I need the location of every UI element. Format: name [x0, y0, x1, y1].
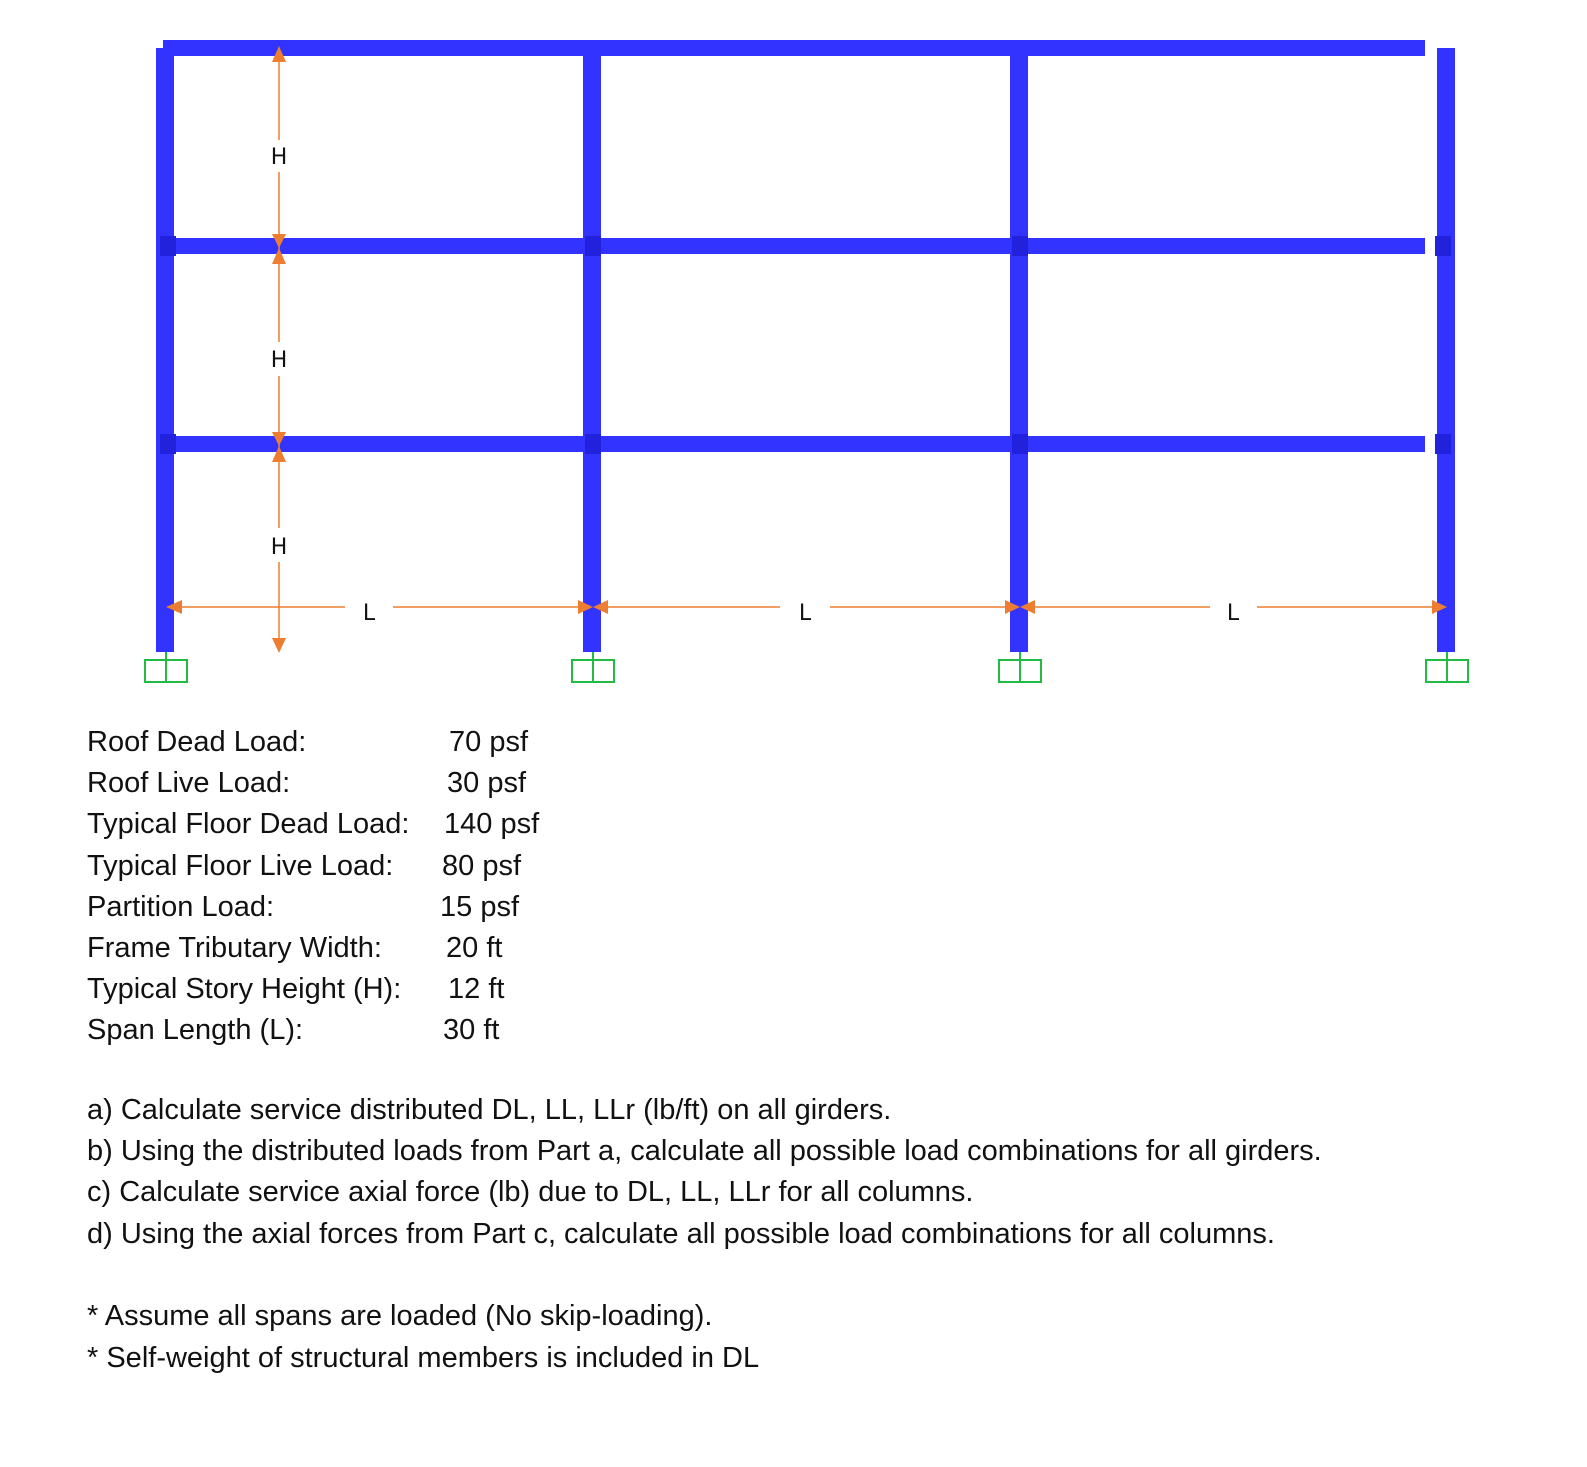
columns: [156, 48, 1455, 652]
load-label: Typical Story Height (H):: [87, 973, 402, 1006]
question-d: d) Using the axial forces from Part c, calculate all possible load combinations for all columns.: [87, 1217, 1275, 1250]
load-value: 30 ft: [443, 1014, 500, 1047]
load-value: 12 ft: [448, 973, 505, 1006]
roof-beam: [163, 40, 1425, 56]
load-value: 80 psf: [442, 849, 521, 882]
question-b: b) Using the distributed loads from Part a, calculate all possible load combinations for all girders.: [87, 1135, 1322, 1168]
span-label-1: L: [362, 601, 376, 626]
beams: [163, 40, 1425, 452]
load-value: 70 psf: [449, 726, 528, 758]
height-label-bottom: H: [270, 535, 288, 560]
load-value: 140 psf: [444, 808, 540, 841]
load-label: Partition Load:: [87, 890, 275, 923]
arrow-down-icon: [272, 638, 286, 653]
note-self-weight: * Self-weight of structural members is included in DL: [87, 1341, 760, 1374]
question-a: a) Calculate service distributed DL, LL, LLr (lb/ft) on all girders.: [87, 1094, 892, 1126]
fixed-support-icon: [572, 652, 614, 682]
load-label: Typical Floor Dead Load:: [87, 808, 410, 841]
height-label-top: H: [270, 145, 288, 170]
notes: [87, 1296, 759, 1379]
column-1: [156, 48, 174, 652]
load-label: Frame Tributary Width:: [87, 931, 382, 964]
questions: [87, 1090, 1322, 1255]
floor-beam-3: [163, 238, 1425, 254]
load-label: Span Length (L):: [87, 1014, 304, 1047]
load-label: Roof Dead Load:: [87, 726, 307, 758]
span-label-3: L: [1226, 601, 1240, 626]
note-skip-loading: * Assume all spans are loaded (No skip-loading).: [87, 1300, 713, 1332]
load-label: Roof Live Load:: [87, 767, 291, 800]
question-c: c) Calculate service axial force (lb) due to DL, LL, LLr for all columns.: [87, 1176, 974, 1209]
fixed-support-icon: [1426, 652, 1468, 682]
column-2: [583, 48, 601, 652]
span-label-2: L: [798, 601, 812, 626]
floor-beam-2: [163, 436, 1425, 452]
height-label-middle: H: [270, 348, 288, 373]
load-value: 20 ft: [446, 931, 503, 964]
supports: [145, 652, 1468, 682]
load-value: 15 psf: [440, 890, 519, 923]
load-label: Typical Floor Live Load:: [87, 849, 394, 882]
column-3: [1010, 48, 1028, 652]
load-value: 30 psf: [447, 767, 526, 800]
frame-diagram: [0, 0, 1587, 700]
fixed-support-icon: [999, 652, 1041, 682]
fixed-support-icon: [145, 652, 187, 682]
column-4: [1437, 48, 1455, 652]
joints: [160, 236, 1451, 454]
